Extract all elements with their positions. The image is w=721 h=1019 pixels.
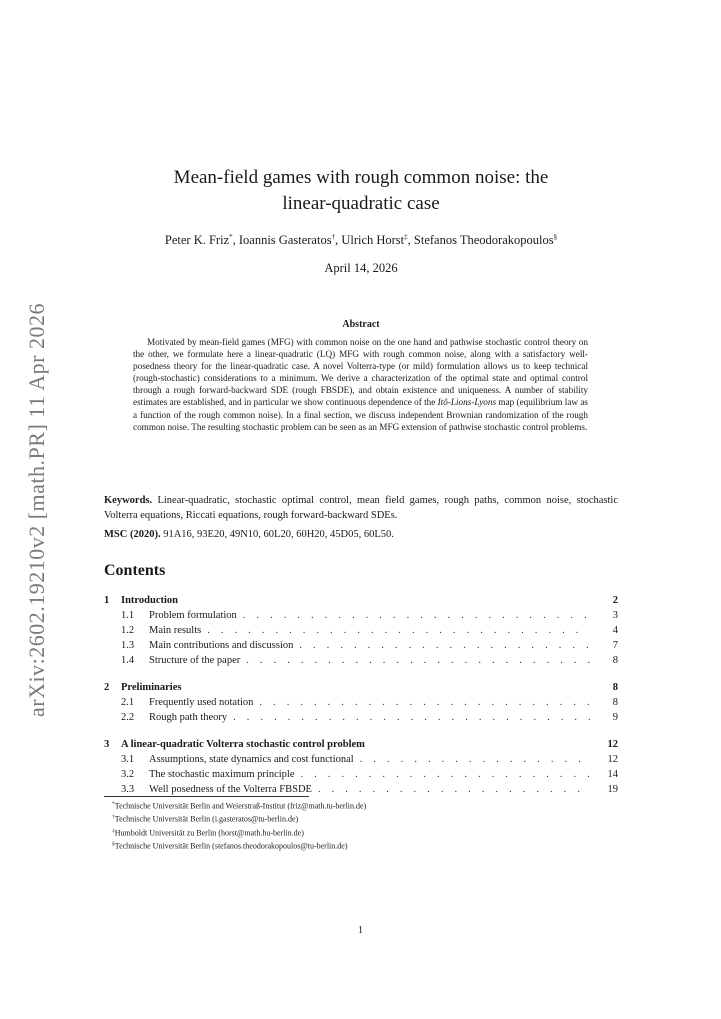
toc-section[interactable] (104, 593, 618, 608)
abstract-part-1: Motivated by mean-field games (MFG) with common noise on the one hand and pathwise stochastic control theory on the other, we formulate here a linear-quadratic (LQ) MFG with rough common noise, along with a satisfactory well-posedness theory for the linear-quadratic case. A novel Volterra-type (or mild) formulation allows us to keep technical (rough-stochastic) considerations to a minimum. We derive a characterization of the optimal state and optimal control through a rough forward-backward SDE (rough FBSDE), and obtain existence and uniqueness. A number of stability estimates are established, and in particular we show continuous dependence of the (133, 337, 588, 408)
footnote (104, 812, 618, 825)
keywords-block (104, 494, 618, 523)
toc-section-number: 2 (104, 682, 110, 693)
toc-page-number: 19 (607, 784, 618, 795)
toc-subsection-title: Main contributions and discussion (149, 640, 294, 651)
toc-subsection[interactable] (104, 695, 618, 710)
toc-section-title: Introduction (121, 595, 178, 606)
toc-page-number: 9 (612, 712, 618, 723)
abstract-part-2: map (equilibrium law as a function of the rough common noise). In a final section, we discuss independent Brownian randomization of the rough common noise. The resulting stochastic problem can be seen as an MFG extension of pathwise stochastic control problems. (133, 397, 589, 432)
toc-page-number: 2 (612, 595, 618, 606)
footnote-text: Humboldt Universität zu Berlin (horst@math.hu-berlin.de) (114, 828, 304, 838)
toc-subsection-number: 2.1 (121, 697, 135, 708)
paper-date: April 14, 2026 (324, 261, 398, 275)
toc-leader-dots (246, 653, 590, 668)
toc-subsection-title: The stochastic maximum principle (149, 769, 295, 780)
toc-leader-dots (299, 638, 590, 653)
toc-page-number: 7 (612, 640, 618, 651)
toc-page-number: 14 (607, 769, 618, 780)
toc-subsection-number: 2.2 (121, 712, 135, 723)
toc-subsection[interactable] (104, 653, 618, 668)
msc-label: MSC (2020). (104, 529, 161, 540)
toc-subsection-number: 3.1 (121, 754, 135, 765)
author-list: Peter K. Friz*, Ioannis Gasteratos†, Ulrich Horst‡, Stefanos Theodorakopoulos§ (164, 233, 558, 248)
author-mark: * (229, 233, 233, 241)
toc-subsection-number: 1.3 (121, 640, 135, 651)
toc-section-number: 3 (104, 739, 110, 750)
footnote-rule (104, 796, 309, 797)
toc-page-number: 4 (612, 625, 618, 636)
toc-subsection-title: Rough path theory (149, 712, 228, 723)
toc-subsection-number: 1.4 (121, 655, 135, 666)
page-number: 1 (357, 925, 364, 936)
msc-text: 91A16, 93E20, 49N10, 60L20, 60H20, 45D05, 60L50. (163, 529, 394, 540)
footnote-mark: † (112, 814, 115, 821)
toc-subsection[interactable] (104, 608, 618, 623)
footnote-mark: * (112, 801, 115, 807)
abstract-text (133, 336, 588, 433)
msc-block (104, 528, 618, 542)
author-name: Ulrich Horst (341, 233, 405, 248)
toc-leader-dots (207, 623, 590, 638)
toc-section[interactable] (104, 737, 618, 752)
toc-leader-dots (243, 608, 590, 623)
toc-leader-dots (301, 767, 590, 782)
author-name: Peter K. Friz (164, 233, 230, 248)
footnote (104, 799, 618, 812)
footnote-text: Technische Universität Berlin (i.gasteratos@tu-berlin.de) (114, 814, 299, 824)
toc-section-title: Preliminaries (121, 682, 182, 693)
author-name: Stefanos Theodorakopoulos (413, 233, 554, 248)
toc-section-number: 1 (104, 595, 110, 606)
toc-subsection-title: Structure of the paper (149, 655, 241, 666)
toc-page-number: 3 (612, 610, 618, 621)
keywords-label: Keywords. (104, 495, 153, 506)
toc-subsection[interactable] (104, 782, 618, 797)
toc-leader-dots (259, 695, 590, 710)
toc-subsection-title: Main results (149, 625, 202, 636)
abstract-heading: Abstract (342, 319, 380, 330)
toc-subsection-title: Problem formulation (149, 610, 237, 621)
toc-leader-dots (360, 752, 590, 767)
abstract-emphasis: Itô-Lions-Lyons (437, 397, 497, 408)
toc-page-number: 8 (612, 655, 618, 666)
toc-subsection[interactable] (104, 710, 618, 725)
toc-leader-dots (233, 710, 590, 725)
toc-subsection-number: 3.2 (121, 769, 135, 780)
author-mark: ‡ (404, 233, 408, 241)
toc-subsection-title: Frequently used notation (149, 697, 254, 708)
toc-subsection-title: Assumptions, state dynamics and cost functional (149, 754, 354, 765)
table-of-contents (104, 593, 618, 797)
paper-title (104, 165, 618, 217)
toc-page-number: 12 (607, 739, 618, 750)
contents-heading: Contents (104, 562, 166, 579)
keywords-text: Linear-quadratic, stochastic optimal control, mean field games, rough paths, common noise, stochastic Volterra equations, Riccati equations, rough forward-backward SDEs. (104, 495, 618, 521)
footnote (104, 839, 618, 852)
toc-page-number: 8 (612, 682, 618, 693)
author-mark: † (331, 233, 336, 241)
author-mark: § (553, 233, 558, 241)
toc-page-number: 12 (607, 754, 618, 765)
toc-subsection[interactable] (104, 767, 618, 782)
footnote-text: Technische Universität Berlin and Weierstraß-Institut (friz@math.tu-berlin.de) (114, 801, 367, 811)
title-line-2: linear-quadratic case (282, 193, 440, 214)
toc-leader-dots (318, 782, 590, 797)
toc-subsection[interactable] (104, 638, 618, 653)
toc-subsection-title: Well posedness of the Volterra FBSDE (149, 784, 312, 795)
toc-subsection-number: 3.3 (121, 784, 135, 795)
toc-page-number: 8 (612, 697, 618, 708)
toc-subsection[interactable] (104, 623, 618, 638)
footnotes (104, 799, 618, 852)
toc-subsection-number: 1.2 (121, 625, 135, 636)
toc-subsection-number: 1.1 (121, 610, 135, 621)
footnote-mark: ‡ (112, 827, 115, 834)
footnote-mark: § (112, 840, 115, 847)
title-line-1: Mean-field games with rough common noise: the (173, 167, 549, 188)
footnote-text: Technische Universität Berlin (stefanos.theodorakopoulos@tu-berlin.de) (114, 841, 348, 851)
footnote (104, 826, 618, 839)
author-name: Ioannis Gasteratos (238, 233, 332, 248)
toc-section[interactable] (104, 680, 618, 695)
toc-section-title: A linear-quadratic Volterra stochastic control problem (121, 739, 365, 750)
toc-subsection[interactable] (104, 752, 618, 767)
arxiv-side-stamp: arXiv:2602.19210v2 [math.PR] 11 Apr 2026 (24, 303, 49, 717)
